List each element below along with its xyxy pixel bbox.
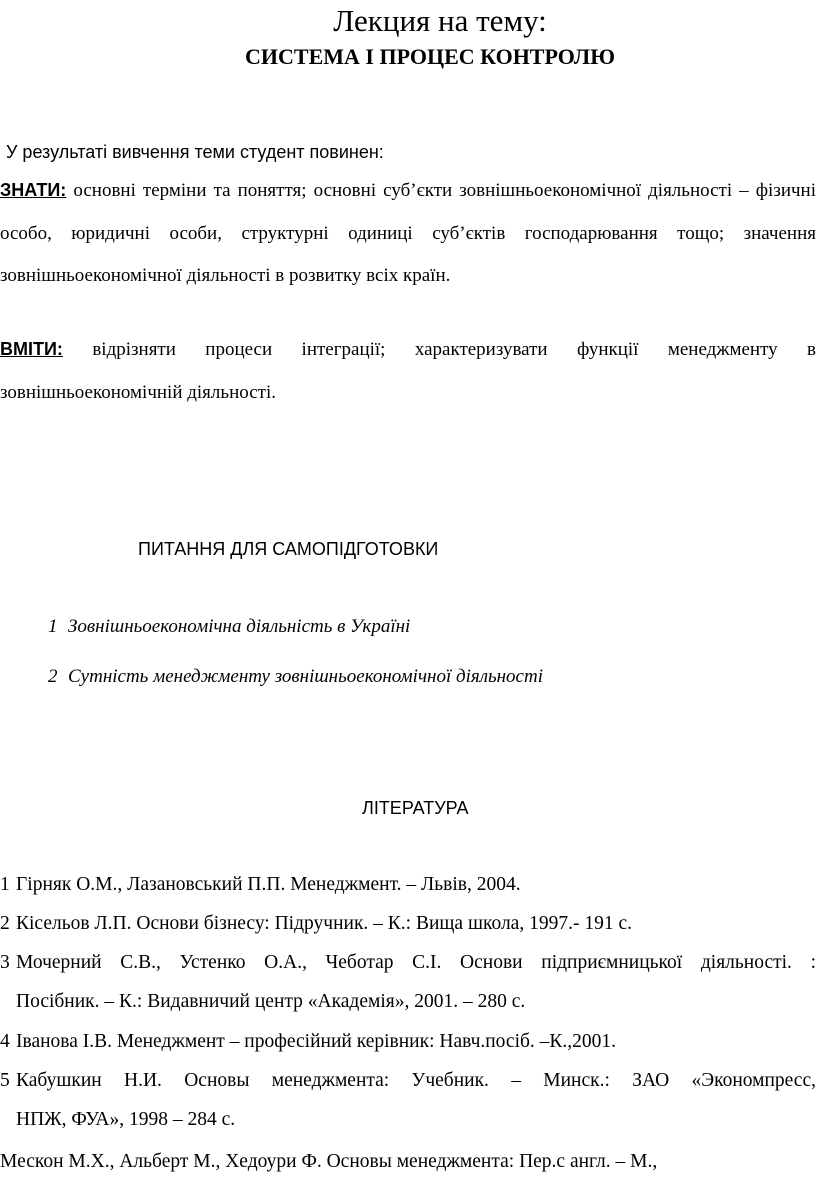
literature-item xyxy=(0,1060,816,1102)
question-item xyxy=(48,664,543,690)
literature-item-continuation xyxy=(0,981,816,1023)
literature-text: НПЖ, ФУА», 1998 – 284 с. xyxy=(16,1109,236,1130)
literature-text: Посібник. – К.: Видавничий центр «Академія», 2001. – 280 с. xyxy=(16,991,526,1012)
literature-item xyxy=(0,942,816,984)
question-text: Зовнішньоекономічна діяльність в Україні xyxy=(68,616,411,637)
literature-item xyxy=(0,903,816,945)
literature-text: Мочерний С.В., Устенко О.А., Чеботар С.І. Основи підприємницької діяльності. : xyxy=(16,952,816,973)
can-text: відрізняти процеси інтеграції; характеризувати функції менеджменту в зовнішньоекономічній діяльності. xyxy=(0,339,816,403)
literature-item xyxy=(0,1141,816,1183)
literature-text: Іванова І.В. Менеджмент – професійний керівник: Навч.посіб. –К.,2001. xyxy=(16,1031,617,1052)
can-label: ВМІТИ: xyxy=(0,339,63,359)
know-text: основні терміни та поняття; основні суб’єкти зовнішньоекономічної діяльності – фізичні особо, юридичні особи, структурні одиниці суб’єктів господарювання тощо; значення зовнішньоекономічної діяльності в розвитку всіх країн. xyxy=(0,180,816,286)
question-text: Сутність менеджменту зовнішньоекономічної діяльності xyxy=(68,666,543,687)
literature-item-continuation xyxy=(0,1099,816,1141)
literature-number: 5 xyxy=(0,1070,10,1091)
literature-number: 3 xyxy=(0,952,10,973)
can-paragraph xyxy=(0,328,816,414)
questions-heading: ПИТАННЯ ДЛЯ САМОПІДГОТОВКИ xyxy=(138,539,439,559)
question-number: 2 xyxy=(48,666,58,687)
know-label: ЗНАТИ: xyxy=(0,180,67,200)
literature-text: Кісельов Л.П. Основи бізнесу: Підручник. – К.: Вища школа, 1997.- 191 с. xyxy=(16,913,632,934)
literature-text: Кабушкин Н.И. Основы менеджмента: Учебник. – Минск.: ЗАО «Экономпресс, xyxy=(16,1070,816,1091)
literature-number: 4 xyxy=(0,1031,10,1052)
literature-heading: ЛІТЕРАТУРА xyxy=(362,798,469,818)
know-paragraph xyxy=(0,169,816,298)
literature-number: 1 xyxy=(0,874,10,895)
literature-item xyxy=(0,864,816,906)
literature-text: Гірняк О.М., Лазановський П.П. Менеджмент. – Львів, 2004. xyxy=(16,874,521,895)
lecture-title: Лекция на тему: xyxy=(333,3,547,38)
literature-number: 2 xyxy=(0,913,10,934)
literature-item xyxy=(0,1021,816,1063)
question-number: 1 xyxy=(48,616,58,637)
lecture-subtitle: СИСТЕМА І ПРОЦЕС КОНТРОЛЮ xyxy=(245,44,615,69)
literature-text: Мескон М.Х., Альберт М., Хедоури Ф. Основы менеджмента: Пер.с англ. – М., xyxy=(0,1151,658,1172)
intro-text: У результаті вивчення теми студент повинен: xyxy=(6,142,384,162)
question-item xyxy=(48,614,410,640)
